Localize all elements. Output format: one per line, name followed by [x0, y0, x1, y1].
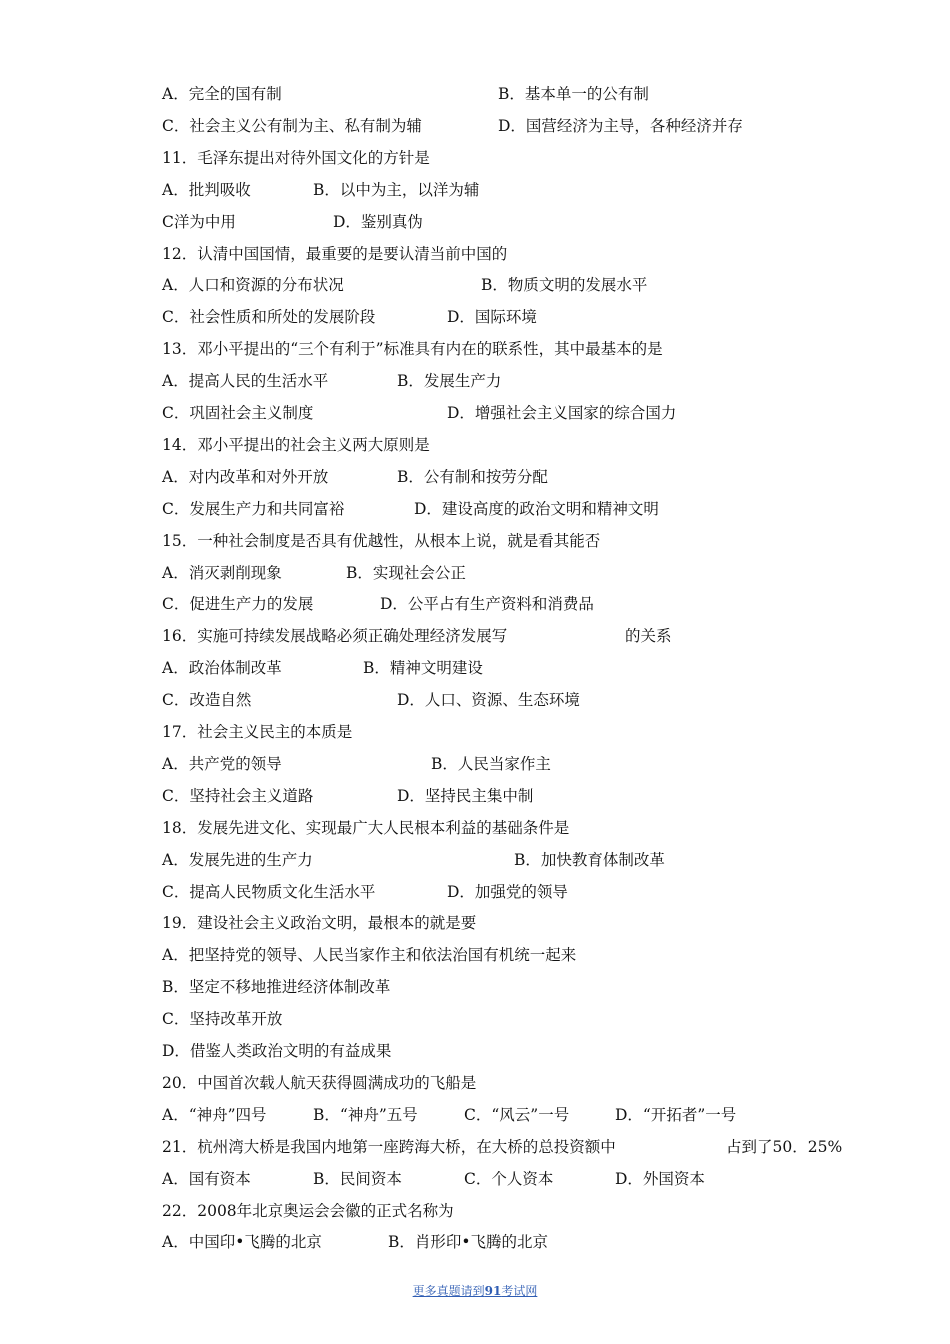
option-text: B．实现社会公正 [346, 563, 466, 582]
option-text: D．人口、资源、生态环境 [397, 691, 580, 710]
option-text: D．增强社会主义国家的综合国力 [447, 404, 677, 422]
option-text: 占到了50．25% [726, 1137, 843, 1156]
option-text: D．建设高度的政治文明和精神文明 [414, 499, 659, 518]
option-text: D．鉴别真伪 [333, 212, 423, 231]
option-text: 的关系 [625, 627, 672, 646]
line-text: 14．邓小平提出的社会主义两大原则是 [162, 435, 430, 454]
option-text: B．公有制和按劳分配 [397, 467, 548, 486]
line-text: 17．社会主义民主的本质是 [162, 723, 353, 741]
line-text: A．发展先进的生产力 [162, 850, 313, 869]
line-text: C．促进生产力的发展 [162, 595, 314, 614]
option-text: D．坚持民主集中制 [397, 786, 534, 805]
line-text: B．坚定不移地推进经济体制改革 [162, 978, 391, 997]
footer-text-before: 更多真题请到 [412, 1284, 485, 1298]
option-text: B．肖形印•飞腾的北京 [388, 1233, 549, 1252]
option-text: B．基本单一的公有制 [498, 85, 649, 103]
option-text: B．加快教育体制改革 [514, 850, 665, 869]
line-text: C．坚持改革开放 [162, 1010, 283, 1029]
line-text: A．共产党的领导 [162, 754, 282, 773]
line-text: 20．中国首次载人航天获得圆满成功的飞船是 [162, 1073, 477, 1092]
line-text: C．改造自然 [162, 691, 252, 710]
option-text: B．民间资本 [313, 1169, 402, 1188]
line-text: 18．发展先进文化、实现最广大人民根本利益的基础条件是 [162, 818, 570, 837]
line-text: A．“神舟”四号 [162, 1105, 267, 1124]
option-text: B．人民当家作主 [431, 754, 551, 773]
option-text: C．“风云”一号 [464, 1105, 570, 1124]
line-text: 21．杭州湾大桥是我国内地第一座跨海大桥，在大桥的总投资额中 [162, 1137, 616, 1156]
line-text: C洋为中用 [162, 212, 236, 231]
line-text: A．提高人民的生活水平 [162, 372, 329, 391]
line-text: 12．认清中国国情，最重要的是要认清当前中国的 [162, 244, 508, 263]
line-text: C．巩固社会主义制度 [162, 404, 314, 422]
option-text: D．“开拓者”一号 [615, 1105, 737, 1124]
option-text: D．加强党的领导 [447, 882, 568, 901]
line-text: A．国有资本 [162, 1169, 251, 1188]
line-text: C．发展生产力和共同富裕 [162, 499, 345, 518]
footer-text-after: 考试网 [501, 1284, 538, 1298]
option-text: B．物质文明的发展水平 [481, 276, 648, 295]
line-text: 22．2008年北京奥运会会徽的正式名称为 [162, 1201, 454, 1220]
line-text: D．借鉴人类政治文明的有益成果 [162, 1042, 392, 1060]
line-text: C．提高人民物质文化生活水平 [162, 882, 376, 901]
line-text: C．坚持社会主义道路 [162, 786, 314, 805]
line-text: A．完全的国有制 [162, 85, 282, 103]
footer-number: 91 [484, 1284, 502, 1298]
line-text: C．社会主义公有制为主、私有制为辅 [162, 116, 422, 135]
line-text: A．中国印•飞腾的北京 [162, 1233, 322, 1252]
line-text: 19．建设社会主义政治文明，最根本的就是要 [162, 914, 477, 933]
option-text: D．国际环境 [447, 308, 537, 327]
line-text: 13．邓小平提出的“三个有利于”标准具有内在的联系性，其中最基本的是 [162, 340, 663, 359]
option-text: B．发展生产力 [397, 372, 502, 391]
option-text: D．公平占有生产资料和消费品 [380, 595, 594, 614]
footer-link[interactable] [0, 1282, 950, 1299]
option-text: B．精神文明建设 [363, 659, 483, 678]
line-text: C．社会性质和所处的发展阶段 [162, 308, 376, 327]
option-text: B．“神舟”五号 [313, 1105, 418, 1124]
line-text: A．消灭剥削现象 [162, 563, 282, 582]
option-text: C．个人资本 [464, 1169, 554, 1188]
line-text: A．批判吸收 [162, 180, 251, 199]
option-text: D．国营经济为主导，各种经济并存 [498, 116, 743, 135]
line-text: 16．实施可持续发展战略必须正确处理经济发展写 [162, 627, 508, 646]
line-text: A．对内改革和对外开放 [162, 467, 329, 486]
line-text: A．政治体制改革 [162, 659, 282, 678]
option-text: D．外国资本 [615, 1169, 705, 1188]
line-text: 11．毛泽东提出对待外国文化的方针是 [162, 148, 430, 167]
line-text: 15．一种社会制度是否具有优越性，从根本上说，就是看其能否 [162, 531, 601, 550]
line-text: A．把坚持党的领导、人民当家作主和依法治国有机统一起来 [162, 946, 577, 965]
line-text: A．人口和资源的分布状况 [162, 276, 344, 295]
option-text: B．以中为主，以洋为辅 [313, 180, 480, 199]
